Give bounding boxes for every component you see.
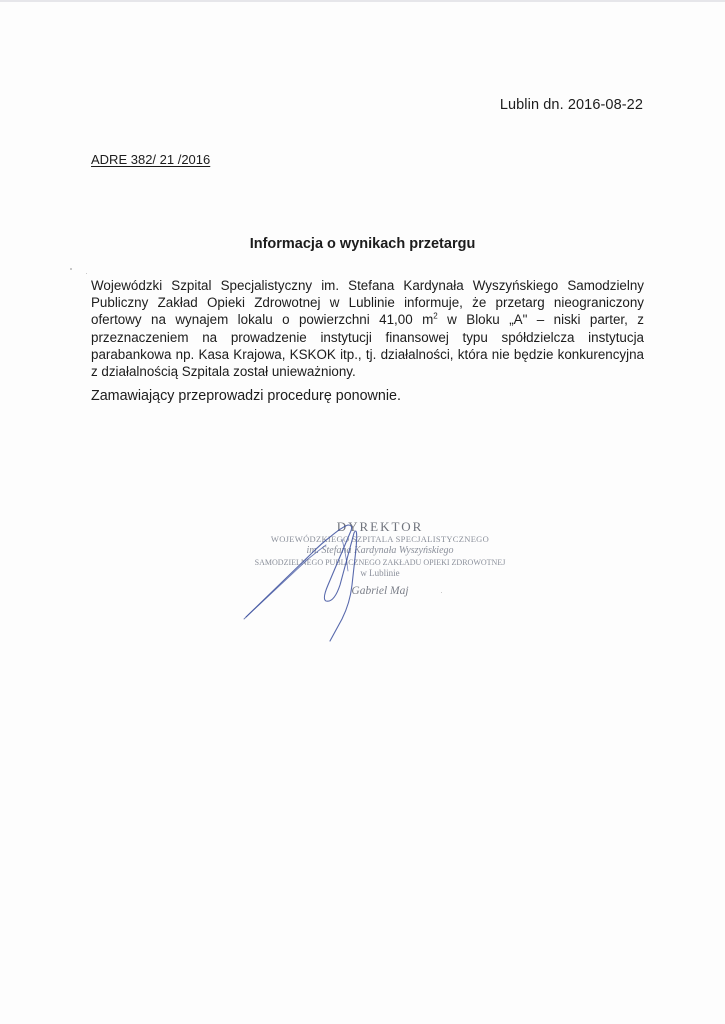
reference-number: ADRE 382/ 21 /2016 [91,152,211,167]
document-title: Informacja o wynikach przetargu [249,236,476,252]
second-paragraph: Zamawiający przeprowadzi procedurę ponownie. [91,388,401,404]
scan-speck [70,268,72,270]
handwritten-signature [230,515,530,645]
stamp-name: Gabriel Maj [351,585,409,597]
main-paragraph-part-2: w Bloku „A" – niski parter, z przeznaczeniem na prowadzenie instytucji finansowej typu spółdzielcza instytucja parabankowa np. Kasa Krajowa, KSKOK itp., tj. działalności, która nie będzie konkurencyjna z działalnością Szpitala został unieważniony. [91,312,645,380]
scan-speck [441,592,442,593]
page-top-edge [0,0,725,2]
stamp-title: DYREKTOR [336,519,424,534]
stamp-city: w Lublinie [360,568,400,578]
main-paragraph-part-1: Wojewódzki Szpital Specjalistyczny im. Stefana Kardynała Wyszyńskiego Samodzielny Publiczny Zakład Opieki Zdrowotnej w Lublinie informuje, że przetarg nieograniczony ofertowy na wynajem lokalu o powierzchni 41,00 m [91,278,644,328]
stamp-patron: im. Stefana Kardynała Wyszyńskiego [306,545,454,556]
stamp-institution: WOJEWÓDZKIEGO SZPITALA SPECJALISTYCZNEGO [270,534,490,544]
date-line: Lublin dn. 2016-08-22 [499,97,643,113]
main-paragraph [91,277,644,380]
stamp-unit: SAMODZIELNEGO PUBLICZNEGO ZAKŁADU OPIEKI ZDROWOTNEJ [254,558,506,567]
scan-speck [86,273,87,274]
square-meter-superscript: 2 [433,311,438,321]
